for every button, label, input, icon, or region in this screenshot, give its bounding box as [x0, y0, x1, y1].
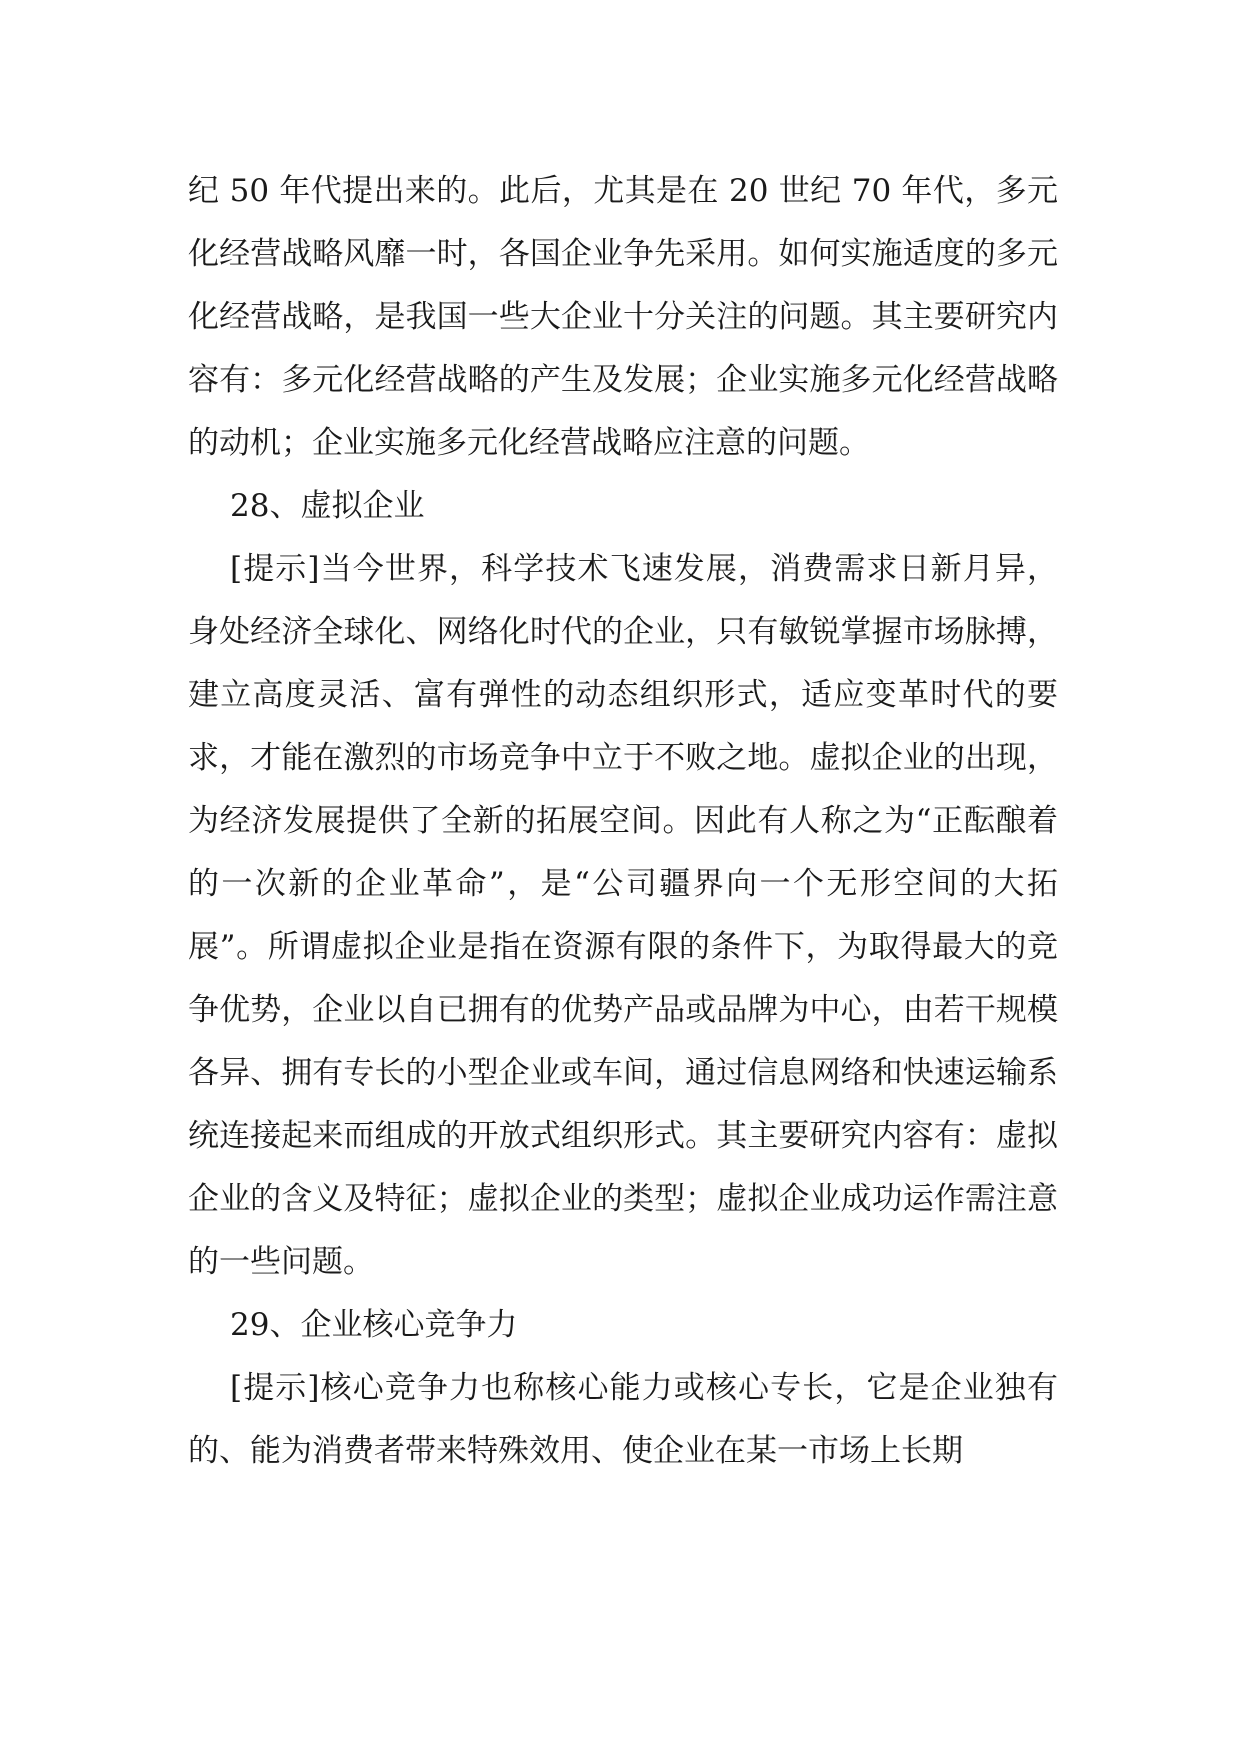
section-heading-core-competence: 29、企业核心竞争力 [230, 1307, 518, 1343]
section-heading-virtual-enterprise: 28、虚拟企业 [230, 488, 425, 524]
document-body [188, 160, 1058, 1483]
paragraph-core-competence: [提示]核心竞争力也称核心能力或核心专长，它是企业独有的、能为消费者带来特殊效用、使企业在某一市场上长期 [188, 1370, 1058, 1469]
paragraph-virtual-enterprise: [提示]当今世界，科学技术飞速发展，消费需求日新月异，身处经济全球化、网络化时代的企业，只有敏锐掌握市场脉搏，建立高度灵活、富有弹性的动态组织形式，适应变革时代的要求，才能在激烈的市场竞争中立于不败之地。虚拟企业的出现，为经济发展提供了全新的拓展空间。因此有人称之为“正酝酿着的一次新的企业革命”，是“公司疆界向一个无形空间的大拓展”。所谓虚拟企业是指在资源有限的条件下，为取得最大的竞争优势，企业以自已拥有的优势产品或品牌为中心，由若干规模各异、拥有专长的小型企业或车间，通过信息网络和快速运输系统连接起来而组成的开放式组织形式。其主要研究内容有：虚拟企业的含义及特征；虚拟企业的类型；虚拟企业成功运作需注意的一些问题。 [188, 551, 1058, 1280]
paragraph-continuation: 纪 50 年代提出来的。此后，尤其是在 20 世纪 70 年代，多元化经营战略风靡一时，各国企业争先采用。如何实施适度的多元化经营战略，是我国一些大企业十分关注的问题。其主要研究内容有：多元化经营战略的产生及发展；企业实施多元化经营战略的动机；企业实施多元化经营战略应注意的问题。 [188, 173, 1058, 461]
